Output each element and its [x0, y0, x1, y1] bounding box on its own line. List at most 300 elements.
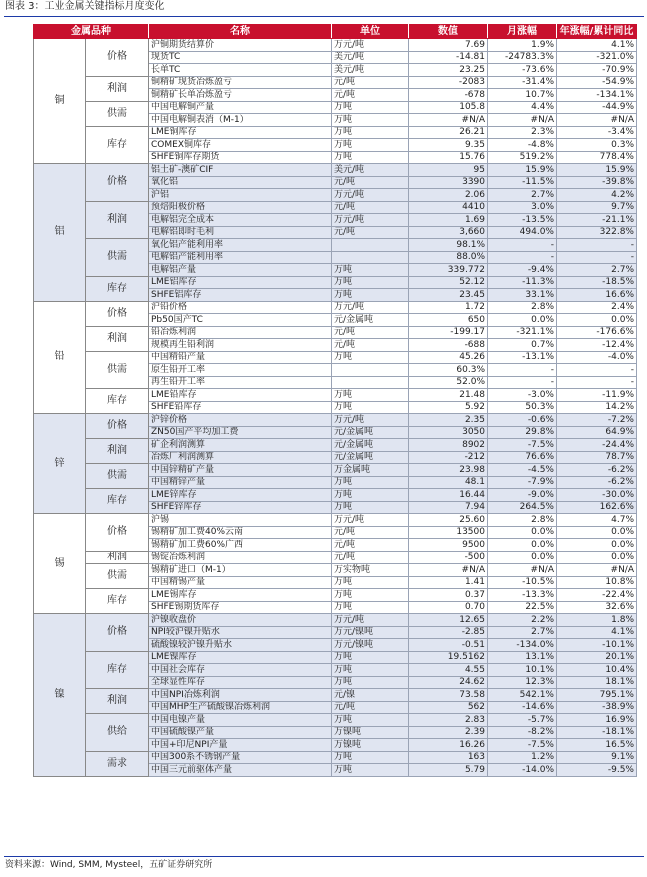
indicator-name: 铅冶炼利润 — [149, 326, 332, 339]
unit-cell: 元/吨 — [332, 701, 409, 714]
value-cell: 16.26 — [409, 739, 488, 752]
yoy-cell: - — [557, 251, 637, 264]
unit-cell: 元/吨 — [332, 226, 409, 239]
mom-cell: -73.6% — [488, 64, 557, 77]
category-cell: 价格 — [86, 164, 149, 202]
indicator-name: ZN50国产平均加工费 — [149, 426, 332, 439]
unit-cell — [332, 376, 409, 389]
mom-cell: -3.0% — [488, 389, 557, 402]
unit-cell: 万吨 — [332, 289, 409, 302]
indicator-name: 长单TC — [149, 64, 332, 77]
table-row — [34, 439, 637, 452]
indicator-name: 再生铅开工率 — [149, 376, 332, 389]
yoy-cell: -38.9% — [557, 701, 637, 714]
title-rule — [4, 16, 644, 17]
value-cell: 7.94 — [409, 501, 488, 514]
mom-cell: 4.4% — [488, 101, 557, 114]
mom-cell: 2.8% — [488, 514, 557, 527]
yoy-cell: 0.0% — [557, 526, 637, 539]
mom-cell: -0.6% — [488, 414, 557, 427]
category-cell: 供需 — [86, 101, 149, 126]
value-cell: 52.0% — [409, 376, 488, 389]
value-cell: 2.39 — [409, 726, 488, 739]
value-cell: -2.85 — [409, 626, 488, 639]
indicator-name: 原生铅开工率 — [149, 364, 332, 377]
unit-cell: 万金属吨 — [332, 464, 409, 477]
value-cell: -0.51 — [409, 639, 488, 652]
mom-cell: - — [488, 239, 557, 252]
indicator-name: 矿企利润测算 — [149, 439, 332, 452]
value-cell: 0.37 — [409, 589, 488, 602]
yoy-cell: -21.1% — [557, 214, 637, 227]
yoy-cell: 9.1% — [557, 751, 637, 764]
header-row — [34, 25, 637, 39]
unit-cell: 万元/吨 — [332, 414, 409, 427]
category-cell: 价格 — [86, 39, 149, 77]
value-cell: 0.70 — [409, 601, 488, 614]
mom-cell: - — [488, 251, 557, 264]
unit-cell: 万元/吨 — [332, 514, 409, 527]
unit-cell: 万吨 — [332, 276, 409, 289]
footer-rule — [4, 856, 644, 857]
mom-cell: - — [488, 376, 557, 389]
unit-cell: 万吨 — [332, 264, 409, 277]
value-cell: 1.72 — [409, 301, 488, 314]
figure-title: 图表 3：工业金属关键指标月度变化 — [5, 1, 165, 12]
table-row — [34, 389, 637, 402]
value-cell: 8902 — [409, 439, 488, 452]
yoy-cell: 778.4% — [557, 151, 637, 164]
yoy-cell: 18.1% — [557, 676, 637, 689]
unit-cell — [332, 239, 409, 252]
yoy-cell: 4.1% — [557, 39, 637, 52]
value-cell: 163 — [409, 751, 488, 764]
mom-cell: -14.6% — [488, 701, 557, 714]
value-cell: 23.25 — [409, 64, 488, 77]
indicator-name: 电解铝产能利用率 — [149, 251, 332, 264]
value-cell: 23.98 — [409, 464, 488, 477]
yoy-cell: 32.6% — [557, 601, 637, 614]
category-cell: 利润 — [86, 439, 149, 464]
value-cell: 105.8 — [409, 101, 488, 114]
table-row — [34, 589, 637, 602]
yoy-cell: -6.2% — [557, 476, 637, 489]
mom-cell: 0.7% — [488, 339, 557, 352]
unit-cell: 万吨 — [332, 664, 409, 677]
yoy-cell: 4.7% — [557, 514, 637, 527]
indicator-name: 中国硫酸镍产量 — [149, 726, 332, 739]
value-cell: 98.1% — [409, 239, 488, 252]
indicator-name: 现货TC — [149, 51, 332, 64]
indicator-name: 中国精锌产量 — [149, 476, 332, 489]
yoy-cell: -18.5% — [557, 276, 637, 289]
table-row — [34, 564, 637, 577]
indicator-name: 锡锭冶炼利润 — [149, 551, 332, 564]
indicator-name: 氧化铝产能利用率 — [149, 239, 332, 252]
category-cell: 库存 — [86, 276, 149, 301]
value-cell: 3,660 — [409, 226, 488, 239]
yoy-cell: 10.8% — [557, 576, 637, 589]
unit-cell: 万元/吨 — [332, 189, 409, 202]
mom-cell: 2.8% — [488, 301, 557, 314]
yoy-cell: 795.1% — [557, 689, 637, 702]
value-cell: 9500 — [409, 539, 488, 552]
table-row — [34, 301, 637, 314]
unit-cell: 万吨 — [332, 389, 409, 402]
yoy-cell: 16.9% — [557, 714, 637, 727]
metal-cell: 锡 — [34, 514, 86, 614]
yoy-cell: 9.7% — [557, 201, 637, 214]
yoy-cell: 0.0% — [557, 539, 637, 552]
header-mom: 月涨幅 — [488, 25, 557, 39]
indicator-name: 沪铝 — [149, 189, 332, 202]
value-cell: 26.21 — [409, 126, 488, 139]
value-cell: 21.48 — [409, 389, 488, 402]
unit-cell: 万吨 — [332, 764, 409, 777]
header-metal: 金属品种 — [34, 25, 149, 39]
unit-cell: 元/金属吨 — [332, 451, 409, 464]
indicator-name: 中国社会库存 — [149, 664, 332, 677]
source-note: 资料来源：Wind, SMM, Mysteel，五矿证券研究所 — [5, 860, 213, 870]
indicator-name: 氧化铝 — [149, 176, 332, 189]
category-cell: 库存 — [86, 589, 149, 614]
mom-cell: -7.9% — [488, 476, 557, 489]
unit-cell: 万吨 — [332, 351, 409, 364]
table-row — [34, 326, 637, 339]
table-row — [34, 689, 637, 702]
mom-cell: 50.3% — [488, 401, 557, 414]
value-cell: 4.55 — [409, 664, 488, 677]
mom-cell: 0.0% — [488, 526, 557, 539]
category-cell: 价格 — [86, 301, 149, 326]
yoy-cell: -10.1% — [557, 639, 637, 652]
mom-cell: -11.3% — [488, 276, 557, 289]
yoy-cell: 322.8% — [557, 226, 637, 239]
unit-cell: 万吨 — [332, 676, 409, 689]
value-cell: 24.62 — [409, 676, 488, 689]
indicator-name: LME锡库存 — [149, 589, 332, 602]
value-cell: 52.12 — [409, 276, 488, 289]
value-cell: -2083 — [409, 76, 488, 89]
indicator-name: LME铝库存 — [149, 276, 332, 289]
mom-cell: 0.0% — [488, 539, 557, 552]
indicator-name: 铜精矿现货冶炼盈亏 — [149, 76, 332, 89]
table-row — [34, 239, 637, 252]
indicator-name: NPI较沪镍升贴水 — [149, 626, 332, 639]
category-cell: 利润 — [86, 689, 149, 714]
value-cell: -212 — [409, 451, 488, 464]
unit-cell: 万吨 — [332, 401, 409, 414]
category-cell: 供需 — [86, 239, 149, 277]
mom-cell: -13.1% — [488, 351, 557, 364]
indicator-name: 沪铅价格 — [149, 301, 332, 314]
indicator-name: LME铅库存 — [149, 389, 332, 402]
yoy-cell: 2.7% — [557, 264, 637, 277]
mom-cell: -8.2% — [488, 726, 557, 739]
indicator-name: 锡精矿加工费60%广西 — [149, 539, 332, 552]
mom-cell: -10.5% — [488, 576, 557, 589]
category-cell: 供需 — [86, 464, 149, 489]
value-cell: 2.35 — [409, 414, 488, 427]
table-row — [34, 551, 637, 564]
category-cell: 价格 — [86, 514, 149, 552]
yoy-cell: -321.0% — [557, 51, 637, 64]
unit-cell: 元/吨 — [332, 201, 409, 214]
mom-cell: -9.4% — [488, 264, 557, 277]
value-cell: 95 — [409, 164, 488, 177]
metal-cell: 铅 — [34, 301, 86, 414]
mom-cell: 542.1% — [488, 689, 557, 702]
yoy-cell: 16.5% — [557, 739, 637, 752]
mom-cell: -31.4% — [488, 76, 557, 89]
value-cell: 2.83 — [409, 714, 488, 727]
table-row — [34, 101, 637, 114]
table-row — [34, 414, 637, 427]
mom-cell: 0.0% — [488, 551, 557, 564]
mom-cell: 3.0% — [488, 201, 557, 214]
indicator-name: 中国精锡产量 — [149, 576, 332, 589]
mom-cell: 33.1% — [488, 289, 557, 302]
mom-cell: -9.0% — [488, 489, 557, 502]
metal-cell: 铝 — [34, 164, 86, 302]
category-cell: 供需 — [86, 351, 149, 389]
category-cell: 库存 — [86, 489, 149, 514]
yoy-cell: -6.2% — [557, 464, 637, 477]
metal-cell: 锌 — [34, 414, 86, 514]
value-cell: 5.92 — [409, 401, 488, 414]
yoy-cell: -18.1% — [557, 726, 637, 739]
indicator-name: 中国+印尼NPI产量 — [149, 739, 332, 752]
indicator-name: 中国电解铜表消（M-1） — [149, 114, 332, 127]
unit-cell: 万吨 — [332, 101, 409, 114]
indicator-name: 锡精矿加工费40%云南 — [149, 526, 332, 539]
yoy-cell: 0.0% — [557, 551, 637, 564]
unit-cell: 万吨 — [332, 576, 409, 589]
yoy-cell: 4.2% — [557, 189, 637, 202]
yoy-cell: - — [557, 376, 637, 389]
mom-cell: -13.5% — [488, 214, 557, 227]
metals-indicator-table — [33, 24, 637, 777]
table-row — [34, 614, 637, 627]
yoy-cell: - — [557, 239, 637, 252]
unit-cell: 万元/吨 — [332, 301, 409, 314]
yoy-cell: -24.4% — [557, 439, 637, 452]
mom-cell: 494.0% — [488, 226, 557, 239]
mom-cell: -14.0% — [488, 764, 557, 777]
indicator-name: 电解铝完全成本 — [149, 214, 332, 227]
value-cell: 4410 — [409, 201, 488, 214]
mom-cell: 2.3% — [488, 126, 557, 139]
table-row — [34, 39, 637, 52]
yoy-cell: -134.1% — [557, 89, 637, 102]
indicator-name: 规模再生铅利润 — [149, 339, 332, 352]
unit-cell: 万吨 — [332, 151, 409, 164]
yoy-cell: 64.9% — [557, 426, 637, 439]
unit-cell: 元/吨 — [332, 326, 409, 339]
unit-cell: 万吨 — [332, 126, 409, 139]
category-cell: 利润 — [86, 551, 149, 564]
mom-cell: -11.5% — [488, 176, 557, 189]
indicator-name: 冶炼厂利润测算 — [149, 451, 332, 464]
header-value: 数值 — [409, 25, 488, 39]
unit-cell: 万元/吨 — [332, 214, 409, 227]
value-cell: 60.3% — [409, 364, 488, 377]
indicator-name: 中国电镍产量 — [149, 714, 332, 727]
mom-cell: #N/A — [488, 564, 557, 577]
value-cell: 650 — [409, 314, 488, 327]
yoy-cell: 1.8% — [557, 614, 637, 627]
unit-cell: 万吨 — [332, 139, 409, 152]
category-cell: 供给 — [86, 714, 149, 752]
yoy-cell: 78.7% — [557, 451, 637, 464]
metal-cell: 铜 — [34, 39, 86, 164]
table-row — [34, 76, 637, 89]
value-cell: 1.41 — [409, 576, 488, 589]
header-yoy: 年涨幅/累计同比 — [557, 25, 637, 39]
mom-cell: 12.3% — [488, 676, 557, 689]
mom-cell: 2.7% — [488, 189, 557, 202]
yoy-cell: 0.0% — [557, 314, 637, 327]
yoy-cell: -9.5% — [557, 764, 637, 777]
unit-cell: 万吨 — [332, 476, 409, 489]
unit-cell: 万吨 — [332, 601, 409, 614]
mom-cell: -7.5% — [488, 439, 557, 452]
mom-cell: -7.5% — [488, 739, 557, 752]
mom-cell: 29.8% — [488, 426, 557, 439]
value-cell: 23.45 — [409, 289, 488, 302]
indicator-name: 中国电解铜产量 — [149, 101, 332, 114]
mom-cell: -13.3% — [488, 589, 557, 602]
value-cell: 15.76 — [409, 151, 488, 164]
mom-cell: -4.8% — [488, 139, 557, 152]
mom-cell: 264.5% — [488, 501, 557, 514]
value-cell: 16.44 — [409, 489, 488, 502]
mom-cell: -4.5% — [488, 464, 557, 477]
value-cell: -688 — [409, 339, 488, 352]
category-cell: 供需 — [86, 564, 149, 589]
mom-cell: 2.2% — [488, 614, 557, 627]
mom-cell: - — [488, 364, 557, 377]
indicator-name: 铜精矿长单冶炼盈亏 — [149, 89, 332, 102]
category-cell: 价格 — [86, 614, 149, 652]
indicator-name: 锡精矿进口（M-1） — [149, 564, 332, 577]
unit-cell: 美元/吨 — [332, 64, 409, 77]
indicator-name: 沪铜期货结算价 — [149, 39, 332, 52]
yoy-cell: 15.9% — [557, 164, 637, 177]
table-row — [34, 751, 637, 764]
mom-cell: 2.7% — [488, 626, 557, 639]
mom-cell: -5.7% — [488, 714, 557, 727]
yoy-cell: -11.9% — [557, 389, 637, 402]
mom-cell: 22.5% — [488, 601, 557, 614]
table-row — [34, 464, 637, 477]
unit-cell: 万吨 — [332, 489, 409, 502]
unit-cell: 万吨 — [332, 714, 409, 727]
unit-cell: 万镍吨 — [332, 739, 409, 752]
value-cell: -500 — [409, 551, 488, 564]
yoy-cell: -54.9% — [557, 76, 637, 89]
mom-cell: 76.6% — [488, 451, 557, 464]
indicator-name: SHFE锌库存 — [149, 501, 332, 514]
indicator-name: LME铜库存 — [149, 126, 332, 139]
metal-cell: 镍 — [34, 614, 86, 777]
category-cell: 库存 — [86, 651, 149, 689]
yoy-cell: -3.4% — [557, 126, 637, 139]
yoy-cell: #N/A — [557, 564, 637, 577]
mom-cell: #N/A — [488, 114, 557, 127]
unit-cell: 元/吨 — [332, 526, 409, 539]
value-cell: 73.58 — [409, 689, 488, 702]
value-cell: 1.69 — [409, 214, 488, 227]
mom-cell: 0.0% — [488, 314, 557, 327]
category-cell: 利润 — [86, 76, 149, 101]
mom-cell: -321.1% — [488, 326, 557, 339]
table-row — [34, 276, 637, 289]
yoy-cell: 16.6% — [557, 289, 637, 302]
category-cell: 利润 — [86, 326, 149, 351]
unit-cell: 元/吨 — [332, 89, 409, 102]
indicator-name: LME镍库存 — [149, 651, 332, 664]
yoy-cell: -176.6% — [557, 326, 637, 339]
yoy-cell: #N/A — [557, 114, 637, 127]
value-cell: 45.26 — [409, 351, 488, 364]
unit-cell: 万吨 — [332, 501, 409, 514]
value-cell: -14.81 — [409, 51, 488, 64]
indicator-name: Pb50国产TC — [149, 314, 332, 327]
yoy-cell: - — [557, 364, 637, 377]
indicator-name: LME锌库存 — [149, 489, 332, 502]
yoy-cell: 162.6% — [557, 501, 637, 514]
value-cell: 5.79 — [409, 764, 488, 777]
indicator-name: 中国300系不锈钢产量 — [149, 751, 332, 764]
unit-cell: 万元/镍吨 — [332, 626, 409, 639]
value-cell: 3390 — [409, 176, 488, 189]
mom-cell: 13.1% — [488, 651, 557, 664]
yoy-cell: 2.4% — [557, 301, 637, 314]
mom-cell: -24783.3% — [488, 51, 557, 64]
value-cell: 3050 — [409, 426, 488, 439]
category-cell: 库存 — [86, 389, 149, 414]
yoy-cell: 4.1% — [557, 626, 637, 639]
indicator-name: 中国锌精矿产量 — [149, 464, 332, 477]
unit-cell: 万镍吨 — [332, 726, 409, 739]
mom-cell: 519.2% — [488, 151, 557, 164]
value-cell: -678 — [409, 89, 488, 102]
unit-cell: 万吨 — [332, 589, 409, 602]
table-row — [34, 514, 637, 527]
category-cell: 库存 — [86, 126, 149, 164]
unit-cell: 元/吨 — [332, 339, 409, 352]
unit-cell — [332, 364, 409, 377]
value-cell: 2.06 — [409, 189, 488, 202]
indicator-name: 中国三元前驱体产量 — [149, 764, 332, 777]
table-row — [34, 489, 637, 502]
mom-cell: 1.9% — [488, 39, 557, 52]
yoy-cell: -4.0% — [557, 351, 637, 364]
yoy-cell: 14.2% — [557, 401, 637, 414]
table-body — [34, 39, 637, 777]
unit-cell: 元/金属吨 — [332, 426, 409, 439]
value-cell: 9.35 — [409, 139, 488, 152]
category-cell: 利润 — [86, 201, 149, 239]
indicator-name: 沪镍收盘价 — [149, 614, 332, 627]
indicator-name: SHFE铅库存 — [149, 401, 332, 414]
value-cell: 48.1 — [409, 476, 488, 489]
mom-cell: 15.9% — [488, 164, 557, 177]
indicator-name: 全球显性库存 — [149, 676, 332, 689]
unit-cell: 元/金属吨 — [332, 439, 409, 452]
unit-cell: 万元/吨 — [332, 39, 409, 52]
